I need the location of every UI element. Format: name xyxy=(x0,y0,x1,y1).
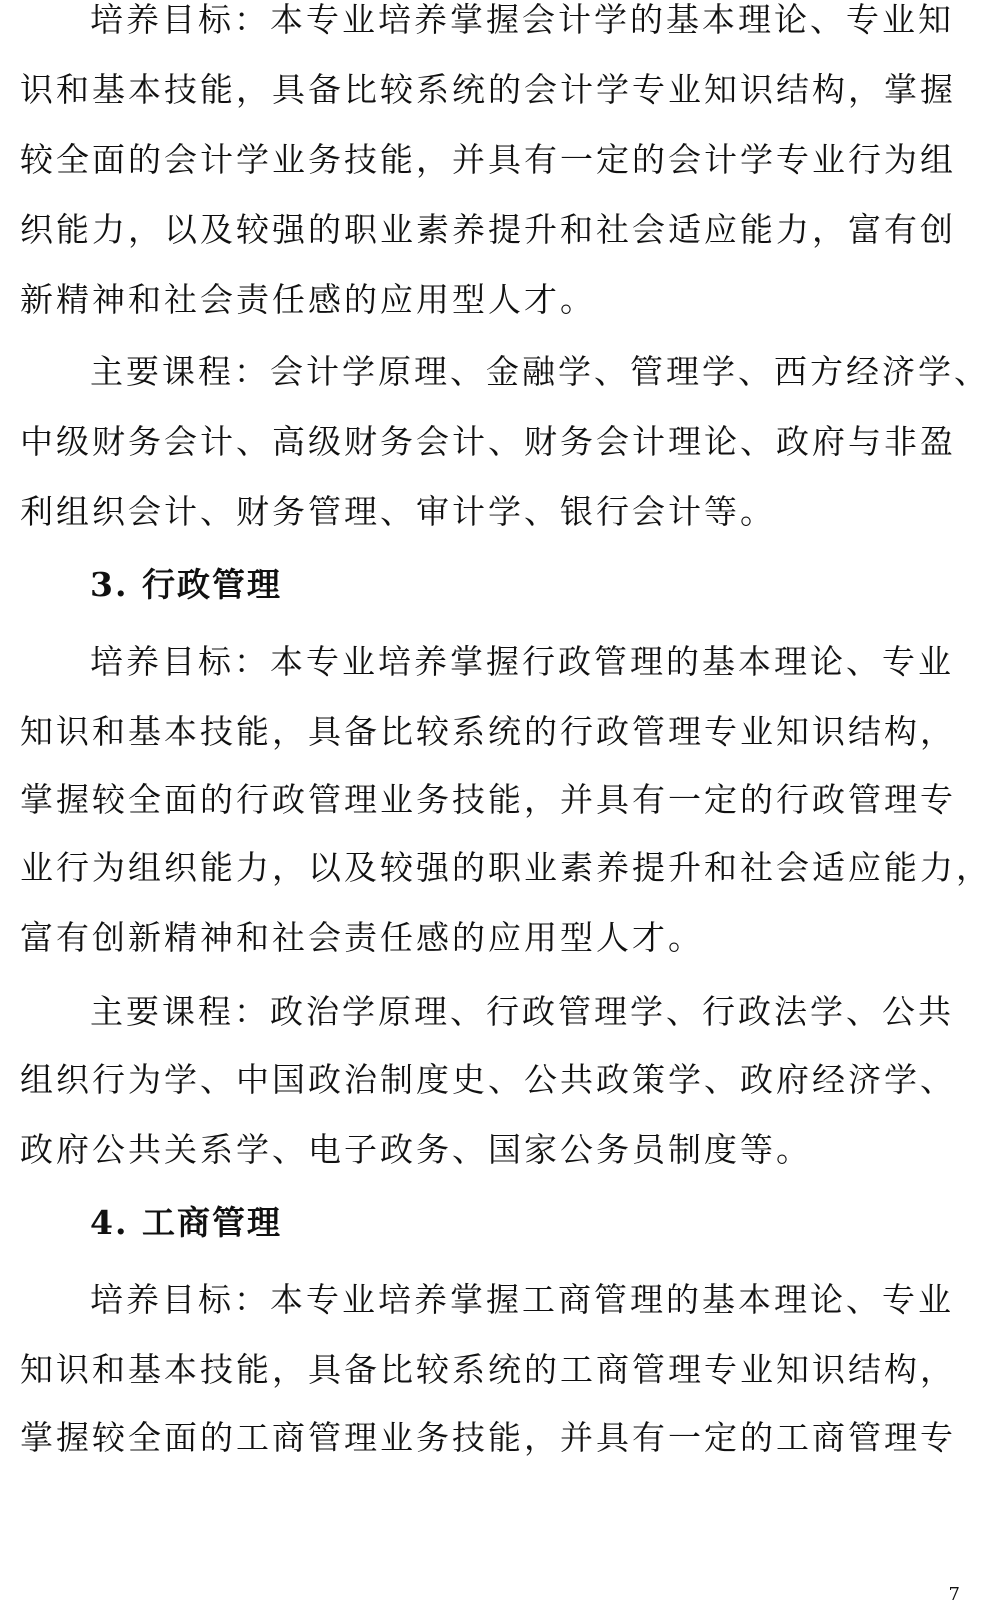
paragraph-line: 识和基本技能，具备比较系统的会计学专业知识结构，掌握 xyxy=(20,70,956,109)
paragraph-line: 培养目标：本专业培养掌握行政管理的基本理论、专业 xyxy=(90,642,954,681)
paragraph-line: 掌握较全面的工商管理业务技能，并具有一定的工商管理专 xyxy=(20,1418,956,1457)
paragraph-line: 较全面的会计学业务技能，并具有一定的会计学专业行为组 xyxy=(20,140,956,179)
paragraph-line: 织能力，以及较强的职业素养提升和社会适应能力，富有创 xyxy=(20,210,956,249)
paragraph-line: 主要课程：会计学原理、金融学、管理学、西方经济学、 xyxy=(90,352,990,391)
paragraph-line: 知识和基本技能，具备比较系统的工商管理专业知识结构， xyxy=(20,1350,956,1389)
paragraph-line: 组织行为学、中国政治制度史、公共政策学、政府经济学、 xyxy=(20,1060,956,1099)
section-heading: 4. 工商管理 xyxy=(90,1203,282,1242)
paragraph-line: 主要课程：政治学原理、行政管理学、行政法学、公共 xyxy=(90,992,954,1031)
paragraph-line: 培养目标：本专业培养掌握工商管理的基本理论、专业 xyxy=(90,1280,954,1319)
paragraph-line: 培养目标：本专业培养掌握会计学的基本理论、专业知 xyxy=(90,0,954,39)
page-number: 7 xyxy=(948,1584,960,1605)
paragraph-line: 富有创新精神和社会责任感的应用型人才。 xyxy=(20,918,704,957)
paragraph-line: 业行为组织能力，以及较强的职业素养提升和社会适应能力， xyxy=(20,848,992,887)
paragraph-line: 政府公共关系学、电子政务、国家公务员制度等。 xyxy=(20,1130,812,1169)
paragraph-line: 中级财务会计、高级财务会计、财务会计理论、政府与非盈 xyxy=(20,422,956,461)
paragraph-line: 知识和基本技能，具备比较系统的行政管理专业知识结构， xyxy=(20,712,956,751)
paragraph-line: 利组织会计、财务管理、审计学、银行会计等。 xyxy=(20,492,776,531)
section-heading: 3. 行政管理 xyxy=(90,565,282,604)
paragraph-line: 掌握较全面的行政管理业务技能，并具有一定的行政管理专 xyxy=(20,780,956,819)
paragraph-line: 新精神和社会责任感的应用型人才。 xyxy=(20,280,596,319)
